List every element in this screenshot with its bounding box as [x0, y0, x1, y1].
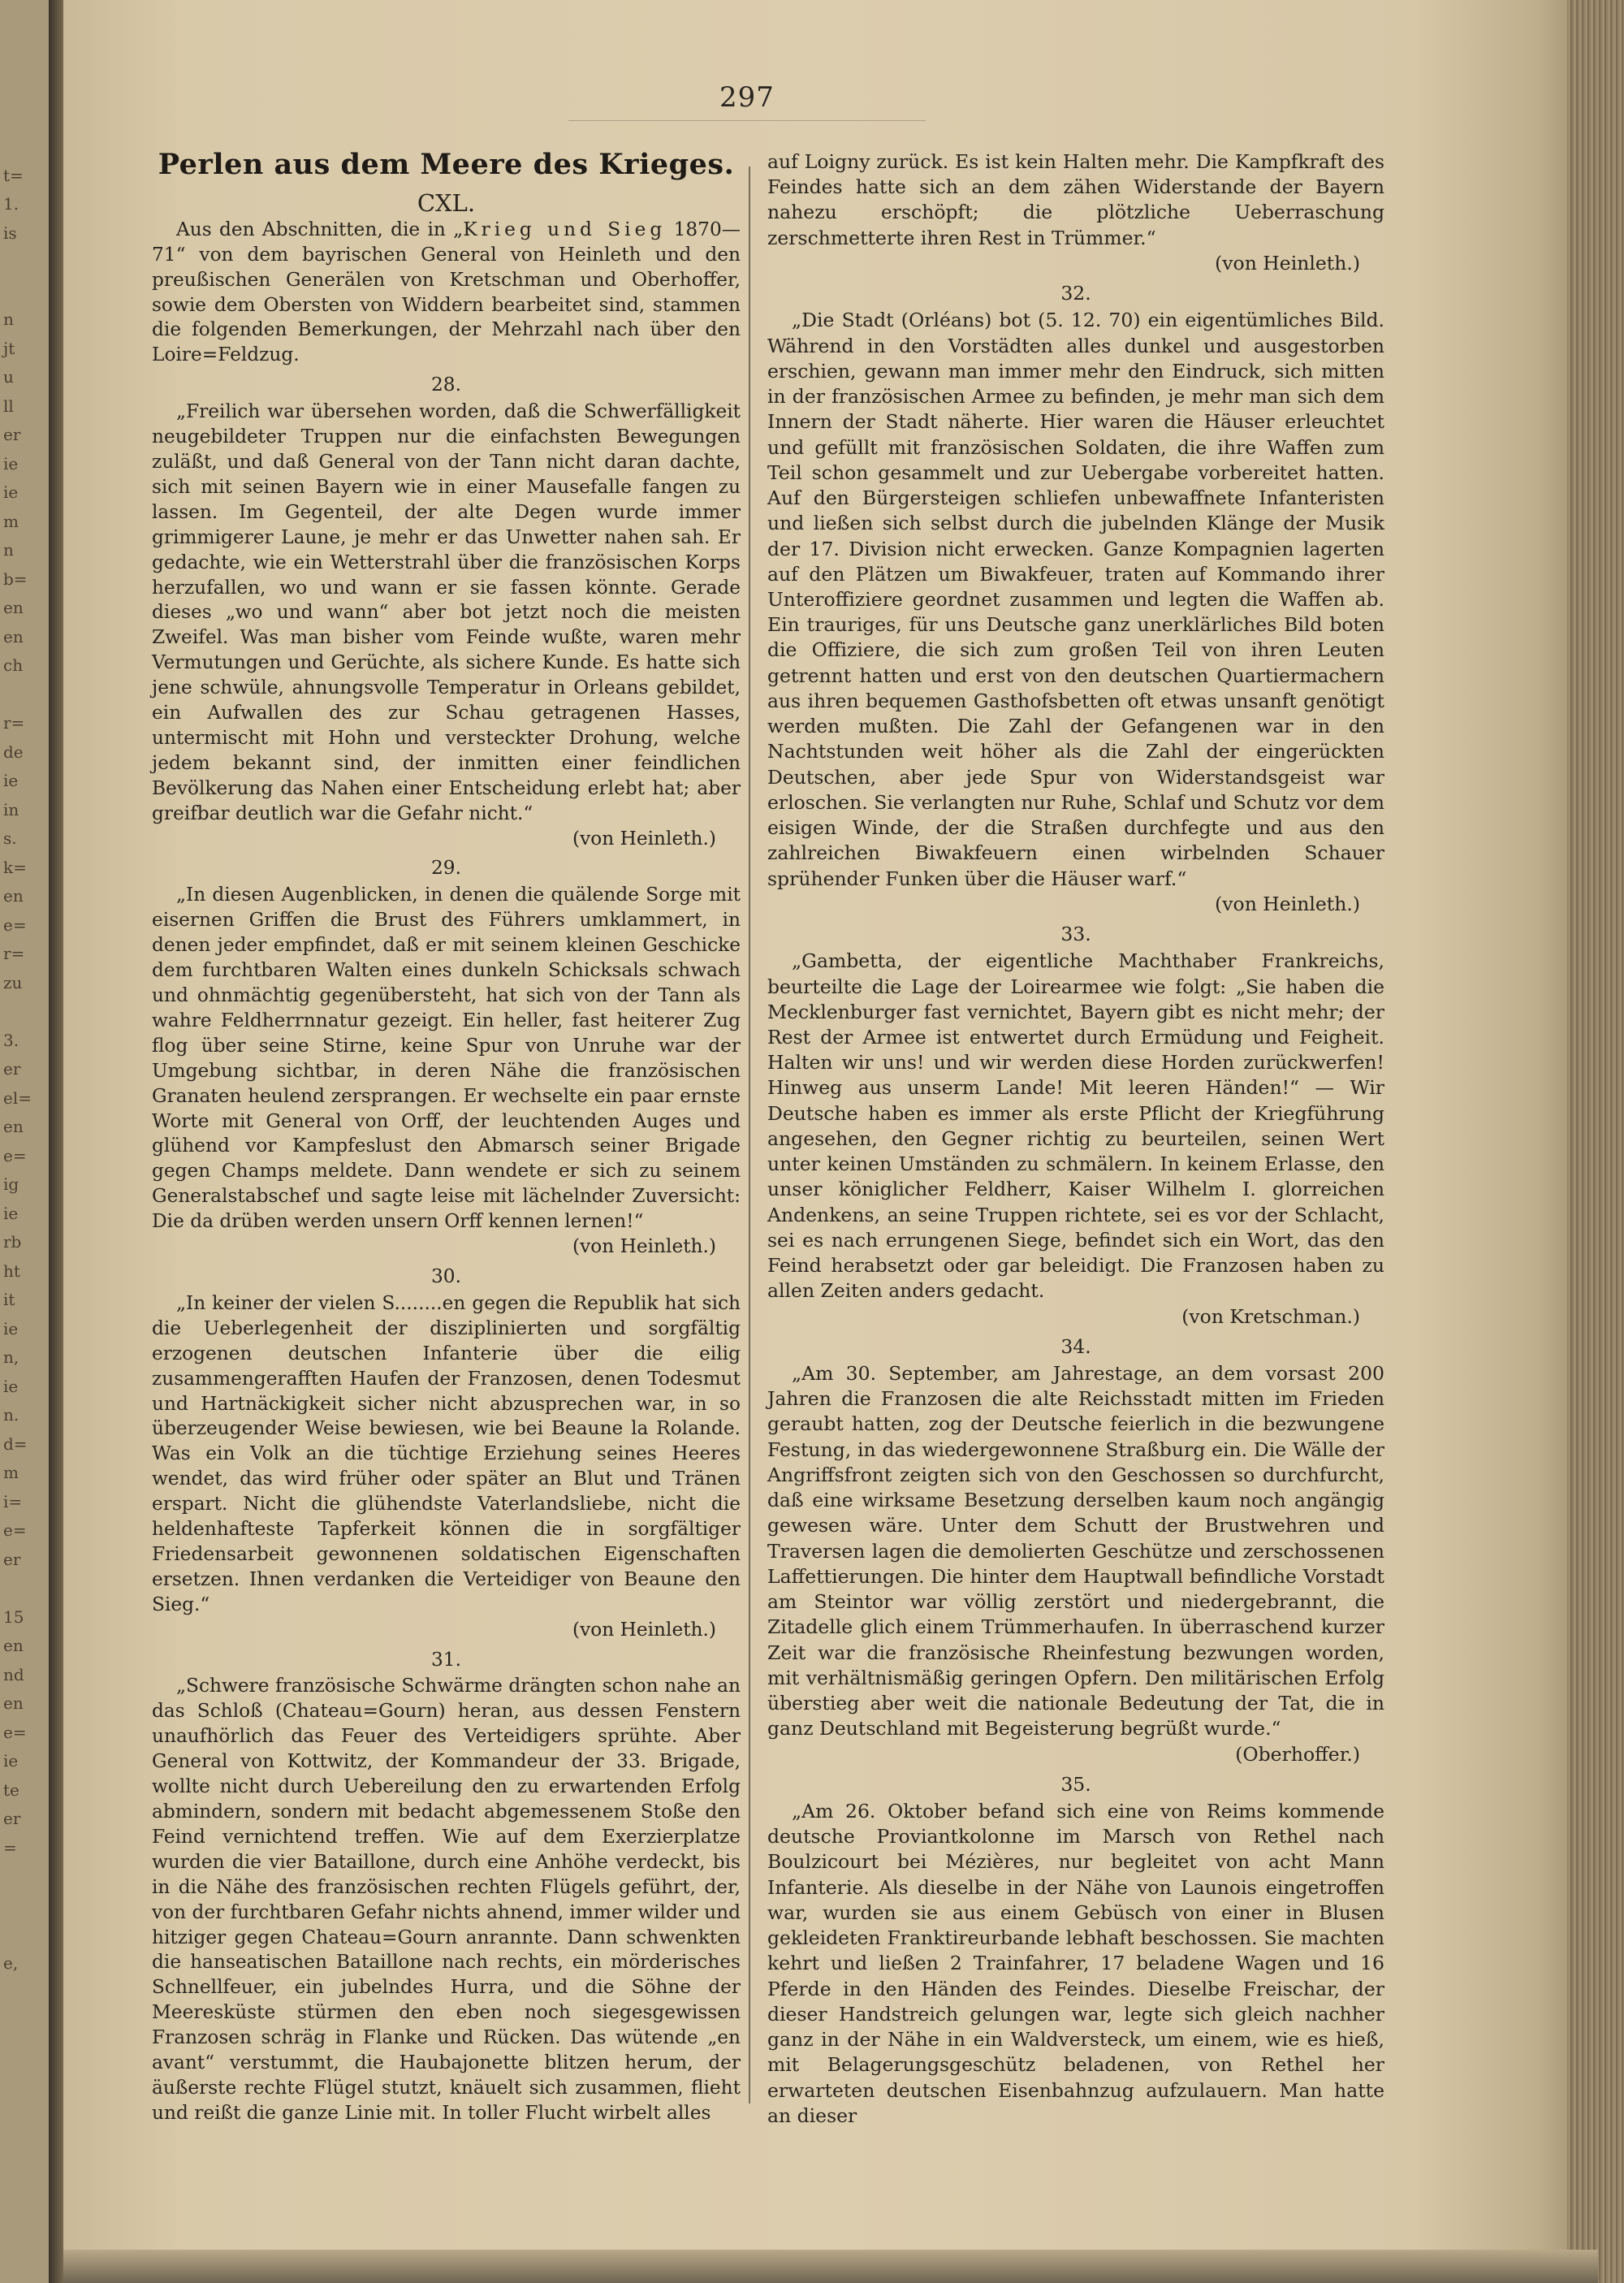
- section-text: „Am 30. September, am Jahrestage, an dem vorsast 200 Jahren die Franzosen die alte Reichsstadt mitten im Frieden geraubt hatten, zog der Deutsche feierlich in die bezwungene Festung, in das wiedergewonnene Straßburg ein. Die Wälle der Angriffsfront zeigten sich von den Geschossen so durchfurcht, daß eine wirksame Besetzung derselben kaum noch angängig gewesen wäre. Unter dem Schutt der Brustwehren und Traversen lagen die demolierten Geschütze und zerschossenen Laffettierungen. Die hinter dem Hauptwall befindliche Vorstadt am Steintor war völlig zerstört und niedergebrannt, die Zitadelle glich einem Trümmerhaufen. In überraschend kurzer Zeit war die französische Rheinfestung bezwungen worden, mit verhältnismäßig geringen Opfern. Den militärischen Erfolg überstieg aber weit die nationale Bedeutung der Tat, die in ganz Deutschland mit Begeisterung begrüßt wurde.“: [767, 1362, 1384, 1740]
- previous-page-fragment: ie: [3, 453, 19, 473]
- previous-page-fragment: rb: [3, 1232, 22, 1252]
- previous-page-fragment: it: [3, 1290, 15, 1309]
- section-number: 32.: [1060, 282, 1091, 305]
- section-paragraph: [152, 1674, 741, 2125]
- previous-page-fragment: =: [3, 1837, 17, 1857]
- section-text: „Am 26. Oktober befand sich eine von Reims kommende deutsche Proviantkolonne im Marsch von Rethel nach Boulzicourt bei Mézières, nur begleitet von acht Mann Infanterie. Als dieselbe in der Nähe von Launois eingetroffen war, wurden sie aus einem Gebüsch von einer in Blusen gekleideten Franktireurbande lebhaft beschossen. Sie machten kehrt und ließen 2 Trainfahrer, 17 beladene Wagen und 16 Pferde in den Händen des Feindes. Dieselbe Freischar, der dieser Handstreich gelungen war, legte sich gleich nachher ganz in der Nähe in ein Waldversteck, um einem, wie es hieß, mit Belagerungsgeschütz beladenen, von Rethel her erwarteten deutschen Eisenbahnzug aufzulauern. Man hatte an dieser: [767, 1800, 1384, 2127]
- section-paragraph: [767, 1799, 1384, 2129]
- previous-page-fragment: in: [3, 799, 19, 819]
- previous-page-fragment: ch: [3, 655, 24, 675]
- previous-page-fragment: nd: [3, 1664, 24, 1684]
- previous-page-fragment: zu: [3, 972, 23, 992]
- section-number: 30.: [431, 1265, 461, 1287]
- section-paragraph: [767, 1361, 1384, 1767]
- section-source: (von Heinleth.): [572, 827, 716, 850]
- previous-page-fragment: is: [3, 223, 17, 243]
- intro-prefix: Aus den Abschnitten, die in „: [176, 218, 464, 240]
- section-number: 35.: [1060, 1772, 1091, 1796]
- page-stack-edge: [1567, 0, 1624, 2283]
- section-number: 34.: [1060, 1334, 1091, 1358]
- previous-page-fragment: r=: [3, 944, 25, 963]
- previous-page-fragment: en: [3, 626, 24, 646]
- previous-page-fragment: er: [3, 1059, 21, 1079]
- section-number: 29.: [431, 857, 461, 880]
- previous-page-fragment: e=: [3, 914, 27, 935]
- previous-page-fragment: en: [3, 598, 24, 617]
- previous-page-fragment: m: [3, 1463, 19, 1482]
- section-number: 33.: [1060, 923, 1091, 946]
- previous-page-fragment: s.: [3, 828, 17, 848]
- column-divider: [749, 166, 750, 2104]
- right-sections: [767, 149, 1384, 2129]
- previous-page-fragment: m: [3, 511, 19, 531]
- section-roman-numeral: CXL.: [417, 188, 476, 217]
- previous-page-fragment: ig: [3, 1174, 19, 1194]
- previous-page-fragment: de: [3, 742, 24, 762]
- previous-page-fragment: el=: [3, 1087, 32, 1108]
- previous-page-fragment: ie: [3, 1203, 19, 1223]
- section-text: „Die Stadt (Orléans) bot (5. 12. 70) ein eigentümliches Bild. Während in den Vorstädten alles dunkel und ausgestorben erschien, gewann man immer mehr den Eindruck, sich mitten in der französischen Armee zu befinden, je mehr man sich dem Innern der Stadt näherte. Hier waren die Häuser erleuchtet und gefüllt mit französischen Soldaten, die ihre Waffen zum Teil schon gesammelt und zur Uebergabe vorbereitet hatten. Auf den Bürgersteigen schliefen unbewaffnete Infanteristen und ließen sich selbst durch die jubelnden Klänge der Musik der 17. Division nicht erwecken. Ganze Kompagnien lagerten auf den Plätzen um Biwakfeuer, traten auf Kommando ihrer Unteroffiziere geordnet zusammen und legten die Waffen ab. Ein trauriges, für uns Deutsche ganz unerklärliches Bild boten die Offiziere, die sich zum großen Teil von ihren Leuten getrennt hatten und erst von den deutschen Quartiermachern aus ihren bequemen Gasthofsbetten oft etwas unsanft genötigt werden mußten. Die Zahl der Gefangenen war in den Nachtstunden weit höher als die Zahl der eingerückten Deutschen, aber jede Spur von Widerstandsgeist war erloschen. Sie verlangten nur Ruhe, Schlaf und Schutz vor dem eisigen Winde, der die Straßen durchfegte und aus den zahlreichen Biwakfeuern einen wirbelnden Schauer sprühender Funken über die Häuser warf.“: [767, 309, 1384, 890]
- section-text: „Freilich war übersehen worden, daß die Schwerfälligkeit neugebildeter Truppen nur die einfachsten Bewegungen zuläßt, und daß General von der Tann nicht daran dachte, sich mit seinen Bayern wie in einer Mausefalle fangen zu lassen. Im Gegenteil, der alte Degen wurde immer grimmigerer Laune, je mehr er das Unwetter nahen sah. Er gedachte, wie ein Wetterstrahl über die französischen Korps herzufallen, wo und wann er sie fassen könnte. Gerade dieses „wo und wann“ aber bot jetzt noch die meisten Zweifel. Was man bisher vom Feinde wußte, waren mehr Vermutungen und Gerüchte, als sichere Kunde. Es hatte sich jene schwüle, ahnungsvolle Temperatur in Orleans gebildet, ein Aufwallen des zur Schau getragenen Hasses, untermischt mit Hohn und versteckter Drohung, welche jedem bekannt sind, der inmitten einer feindlichen Bevölkerung das Nahen einer Entscheidung erlebt hat; aber greifbar deutlich war die Gefahr nicht.“: [152, 400, 741, 824]
- section-source: (von Heinleth.): [1215, 251, 1360, 275]
- previous-page-fragment: e=: [3, 1722, 27, 1742]
- article-heading: Perlen aus dem Meere des Krieges.: [158, 148, 735, 181]
- previous-page-fragment: ie: [3, 1376, 19, 1396]
- section-paragraph: [767, 149, 1384, 276]
- section-number: 31.: [431, 1648, 461, 1671]
- previous-page-fragment: te: [3, 1779, 19, 1800]
- left-sections: [152, 373, 741, 2126]
- page-bottom-edge: [63, 2250, 1598, 2283]
- right-column: [767, 149, 1384, 2132]
- previous-page-fragment: en: [3, 1636, 24, 1655]
- previous-page-fragment: r=: [3, 713, 25, 733]
- left-column: [152, 146, 741, 2130]
- section-source: (von Heinleth.): [572, 1235, 716, 1258]
- previous-page-fragment: 15: [3, 1606, 24, 1627]
- book-gutter: [49, 0, 65, 2283]
- previous-page-fragment: n,: [3, 1347, 19, 1367]
- previous-page-fragment: k=: [3, 857, 27, 877]
- section-number: 28.: [431, 374, 461, 396]
- previous-page-fragment: ht: [3, 1260, 20, 1281]
- previous-page-fragment: ie: [3, 1318, 19, 1338]
- previous-page-fragment: en: [3, 1117, 24, 1136]
- previous-page-fragment: 1.: [3, 194, 19, 214]
- previous-page-fragment: er: [3, 1549, 21, 1569]
- section-source: (Oberhoffer.): [1235, 1742, 1360, 1766]
- section-paragraph: [152, 400, 741, 851]
- section-text: auf Loigny zurück. Es ist kein Halten mehr. Die Kampfkraft des Feindes hatte sich an dem zähen Widerstande der Bayern nahezu erschöpft; die plötzliche Ueberraschung zerschmetterte ihren Rest in Trümmer.“: [767, 150, 1384, 249]
- previous-page-fragment: er: [3, 425, 21, 444]
- previous-page-fragment: ll: [3, 396, 14, 416]
- previous-page-fragment: n.: [3, 1405, 19, 1425]
- section-source: (von Heinleth.): [572, 1618, 716, 1641]
- section-text: „Gambetta, der eigentliche Machthaber Frankreichs, beurteilte die Lage der Loirearmee wie folgt: „Sie haben die Mecklenburger fast vernichtet, Bayern gibt es nicht mehr; der Rest der Armee ist entwertet durch Ermüdung und Feigheit. Halten wir uns! und wir werden diese Horden zurückwerfen! Hinweg aus unserm Lande! Mit leeren Händen!“ — Wir Deutsche haben es immer als erste Pflicht der Kriegführung angesehen, den Gegner richtig zu beurteilen, seinen Wert unter keinen Umständen zu schmälern. In keinem Erlasse, den unser königlicher Feldherr, Kaiser Wilhelm I. glorreichen Andenkens, an seine Truppen richtete, sei es vor der Schlacht, sei es nach errungenen Siege, befindet sich ein Wort, das den Feind herabsetzt oder gar beleidigt. Die Franzosen haben zu allen Zeiten anders gedacht.: [767, 949, 1384, 1303]
- previous-page-fragment: en: [3, 1693, 24, 1713]
- intro-work-title: Krieg und Sieg: [463, 218, 667, 240]
- section-text: „In keiner der vielen S........en gegen die Republik hat sich die Ueberlegenheit der disziplinierten und sorgfältig erzogenen deutschen Infanterie über die eilig zusammengerafften Haufen der Franzosen, denen Todesmut und Hartnäckigkeit sicher nicht abzusprechen war, in so überzeugender Weise bewiesen, wie bei Beaune la Rolande. Was ein Volk an die tüchtige Erziehung seines Heeres wendet, das wird früher oder später an Blut und Tränen erspart. Nicht die glühendste Vaterlandsliebe, nicht die heldenhafteste Tapferkeit können die in sorgfältiger Friedensarbeit gewonnenen soldatischen Eigenschaften ersetzen. Ihnen verdanken die Verteidiger von Beaune den Sieg.“: [152, 1291, 741, 1615]
- previous-page-fragment: e=: [3, 1520, 27, 1540]
- section-paragraph: [767, 949, 1384, 1330]
- header-rule: [568, 120, 926, 121]
- previous-page-fragment: t=: [3, 165, 24, 185]
- previous-page-fragment: n: [3, 309, 14, 329]
- section-text: „In diesen Augenblicken, in denen die quälende Sorge mit eisernen Griffen die Brust des Führers umklammert, in denen jeder empfindet, daß er mit seinem kleinen Geschicke dem furchtbaren Walten eines dunkeln Schicksals schwach und ohnmächtig gegenübersteht, hat sich von der Tann als wahre Feldherrnnatur gezeigt. Ein heller, fast heiterer Zug flog über seine Stirne, keine Spur von Unruhe war der Umgebung sichtbar, in deren Nähe die französischen Granaten heulend zersprangen. Er wechselte ein paar ernste Worte mit General von Orff, der leuchtenden Auges und glühend vor Kampfeslust den Abmarsch seiner Brigade gegen Champs meldete. Dann wendete er sich zu seinem Generalstabschef und sagte leise mit lächelnder Zuversicht: Die da drüben werden unsern Orff kennen lernen!“: [152, 884, 741, 1233]
- previous-page-fragment: n: [3, 540, 14, 560]
- previous-page-fragment: ie: [3, 1751, 19, 1771]
- section-paragraph: [152, 883, 741, 1260]
- section-source: (von Kretschman.): [1181, 1304, 1360, 1328]
- previous-page-fragment: u: [3, 367, 14, 387]
- intro-paragraph: [152, 218, 741, 368]
- section-paragraph: [152, 1291, 741, 1643]
- previous-page-fragment: b=: [3, 569, 28, 589]
- previous-page-fragment: 3.: [3, 1030, 19, 1050]
- previous-page-fragment: ie: [3, 771, 19, 790]
- previous-page-fragment: i=: [3, 1491, 23, 1511]
- section-paragraph: [767, 308, 1384, 917]
- intro-suffix: 1870—71“ von dem bayrischen General von Heinleth und den preußischen Generälen von Kretschman und Oberhoffer, sowie dem Obersten von Widdern bearbeitet sind, stammen die folgenden Bemerkungen, der Mehrzahl nach über den Loire=Feldzug.: [152, 218, 741, 366]
- previous-page-fragment: en: [3, 886, 24, 906]
- section-source: (von Heinleth.): [1215, 892, 1360, 915]
- previous-page-fragment: e=: [3, 1145, 27, 1165]
- previous-page-fragment: er: [3, 1809, 21, 1828]
- previous-page-fragment: jt: [3, 338, 15, 358]
- page-number: 297: [719, 81, 775, 114]
- previous-page-fragment: ie: [3, 482, 19, 502]
- previous-page-fragment: d=: [3, 1433, 28, 1454]
- previous-page-fragment: e,: [3, 1952, 19, 1973]
- section-text: „Schwere französische Schwärme drängten schon nahe an das Schloß (Chateau=Gourn) heran, aus dessen Fenstern unaufhörlich das Feuer des Verteidigers sprühte. Aber General von Kottwitz, der Kommandeur der 33. Brigade, wollte nicht durch Uebereilung den zu erwartenden Erfolg abmindern, sondern mit bedacht abgemessenem Stoße den Feind vernichtend treffen. Wie auf dem Exerzierplatze wurden die vier Bataillone, durch eine Anhöhe verdeckt, bis in die Nähe des französischen rechten Flügels geführt, der, von der furchtbaren Gefahr nichts ahnend, immer wilder und hitziger gegen Chateau=Gourn anrannte. Dann schwenkten die hanseatischen Bataillone nach rechts, ein mörderisches Schnellfeuer, ein jubelndes Hurra, und die Söhne der Meeresküste stürmen den eben noch siegesgewissen Franzosen schräg in Flanke und Rücken. Das wütende „en avant“ verstummt, die Haubajonette blitzen herum, der äußerste rechte Flügel stutzt, knäuelt sich zusammen, flieht und reißt die ganze Linie mit. In toller Flucht wirbelt alles: [152, 1675, 741, 2124]
